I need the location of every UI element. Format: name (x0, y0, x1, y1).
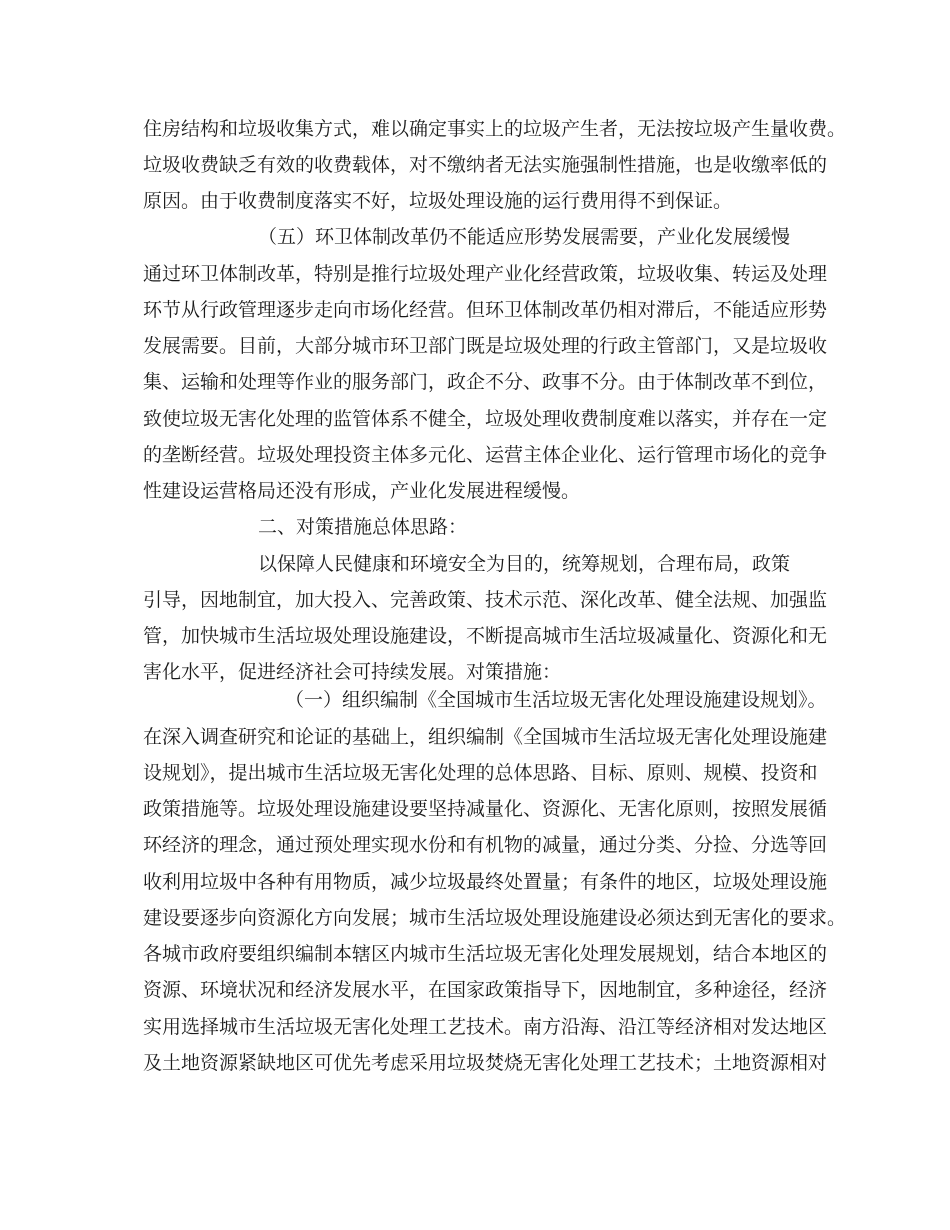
text-line: 的垄断经营。垃圾处理投资主体多元化、运营主体企业化、运行管理市场化的竞争 (143, 444, 828, 466)
text-line: 发展需要。目前，大部分城市环卫部门既是垃圾处理的行政主管部门，又是垃圾收 (143, 335, 828, 357)
text-line: 住房结构和垃圾收集方式，难以确定事实上的垃圾产生者，无法按垃圾产生量收费。 (143, 118, 847, 140)
text-line: 通过环卫体制改革，特别是推行垃圾处理产业化经营政策，垃圾收集、转运及处理 (143, 263, 828, 285)
text-line: 收利用垃圾中各种有用物质，减少垃圾最终处置量；有条件的地区，垃圾处理设施 (143, 871, 828, 893)
text-line: 建设要逐步向资源化方向发展；城市生活垃圾处理设施建设必须达到无害化的要求。 (143, 907, 847, 929)
paragraph-start: 以保障人民健康和环境安全为目的，统筹规划，合理布局，政策 (258, 553, 791, 575)
text-line: 引导，因地制宜，加大投入、完善政策、技术示范、深化改革、健全法规、加强监 (143, 589, 828, 611)
section-heading-2: 二、对策措施总体思路： (258, 516, 468, 538)
text-line: 性建设运营格局还没有形成，产业化发展进程缓慢。 (143, 480, 581, 502)
text-line: 实用选择城市生活垃圾无害化处理工艺技术。南方沿海、沿江等经济相对发达地区 (143, 1016, 828, 1038)
text-line: 原因。由于收费制度落实不好，垃圾处理设施的运行费用得不到保证。 (143, 190, 733, 212)
text-line: 集、运输和处理等作业的服务部门，政企不分、政事不分。由于体制改革不到位， (143, 371, 828, 393)
text-line: 环节从行政管理逐步走向市场化经营。但环卫体制改革仍相对滞后，不能适应形势 (143, 299, 828, 321)
subsection-heading-1: （一）组织编制《全国城市生活垃圾无害化处理设施建设规划》。 (285, 689, 827, 711)
text-line: 致使垃圾无害化处理的监管体系不健全，垃圾处理收费制度难以落实，并存在一定 (143, 408, 828, 430)
text-line: 设规划》，提出城市生活垃圾无害化处理的总体思路、目标、原则、规模、投资和 (143, 762, 818, 784)
text-line: 政策措施等。垃圾处理设施建设要坚持减量化、资源化、无害化原则，按照发展循 (143, 798, 828, 820)
text-line: 各城市政府要组织编制本辖区内城市生活垃圾无害化处理发展规划，结合本地区的 (143, 943, 828, 965)
text-line: 及土地资源紧缺地区可优先考虑采用垃圾焚烧无害化处理工艺技术；土地资源相对 (143, 1052, 828, 1074)
text-line: 在深入调查研究和论证的基础上，组织编制《全国城市生活垃圾无害化处理设施建 (143, 726, 828, 748)
text-line: 垃圾收费缺乏有效的收费载体，对不缴纳者无法实施强制性措施，也是收缴率低的 (143, 154, 828, 176)
text-line: 资源、环境状况和经济发展水平，在国家政策指导下，因地制宜，多种途径，经济 (143, 979, 828, 1001)
text-line: 环经济的理念，通过预处理实现水份和有机物的减量，通过分类、分捡、分选等回 (143, 834, 828, 856)
section-heading-5: （五）环卫体制改革仍不能适应形势发展需要，产业化发展缓慢 (258, 226, 791, 248)
text-line: 害化水平，促进经济社会可持续发展。对策措施： (143, 661, 562, 683)
text-line: 管，加快城市生活垃圾处理设施建设，不断提高城市生活垃圾减量化、资源化和无 (143, 625, 828, 647)
